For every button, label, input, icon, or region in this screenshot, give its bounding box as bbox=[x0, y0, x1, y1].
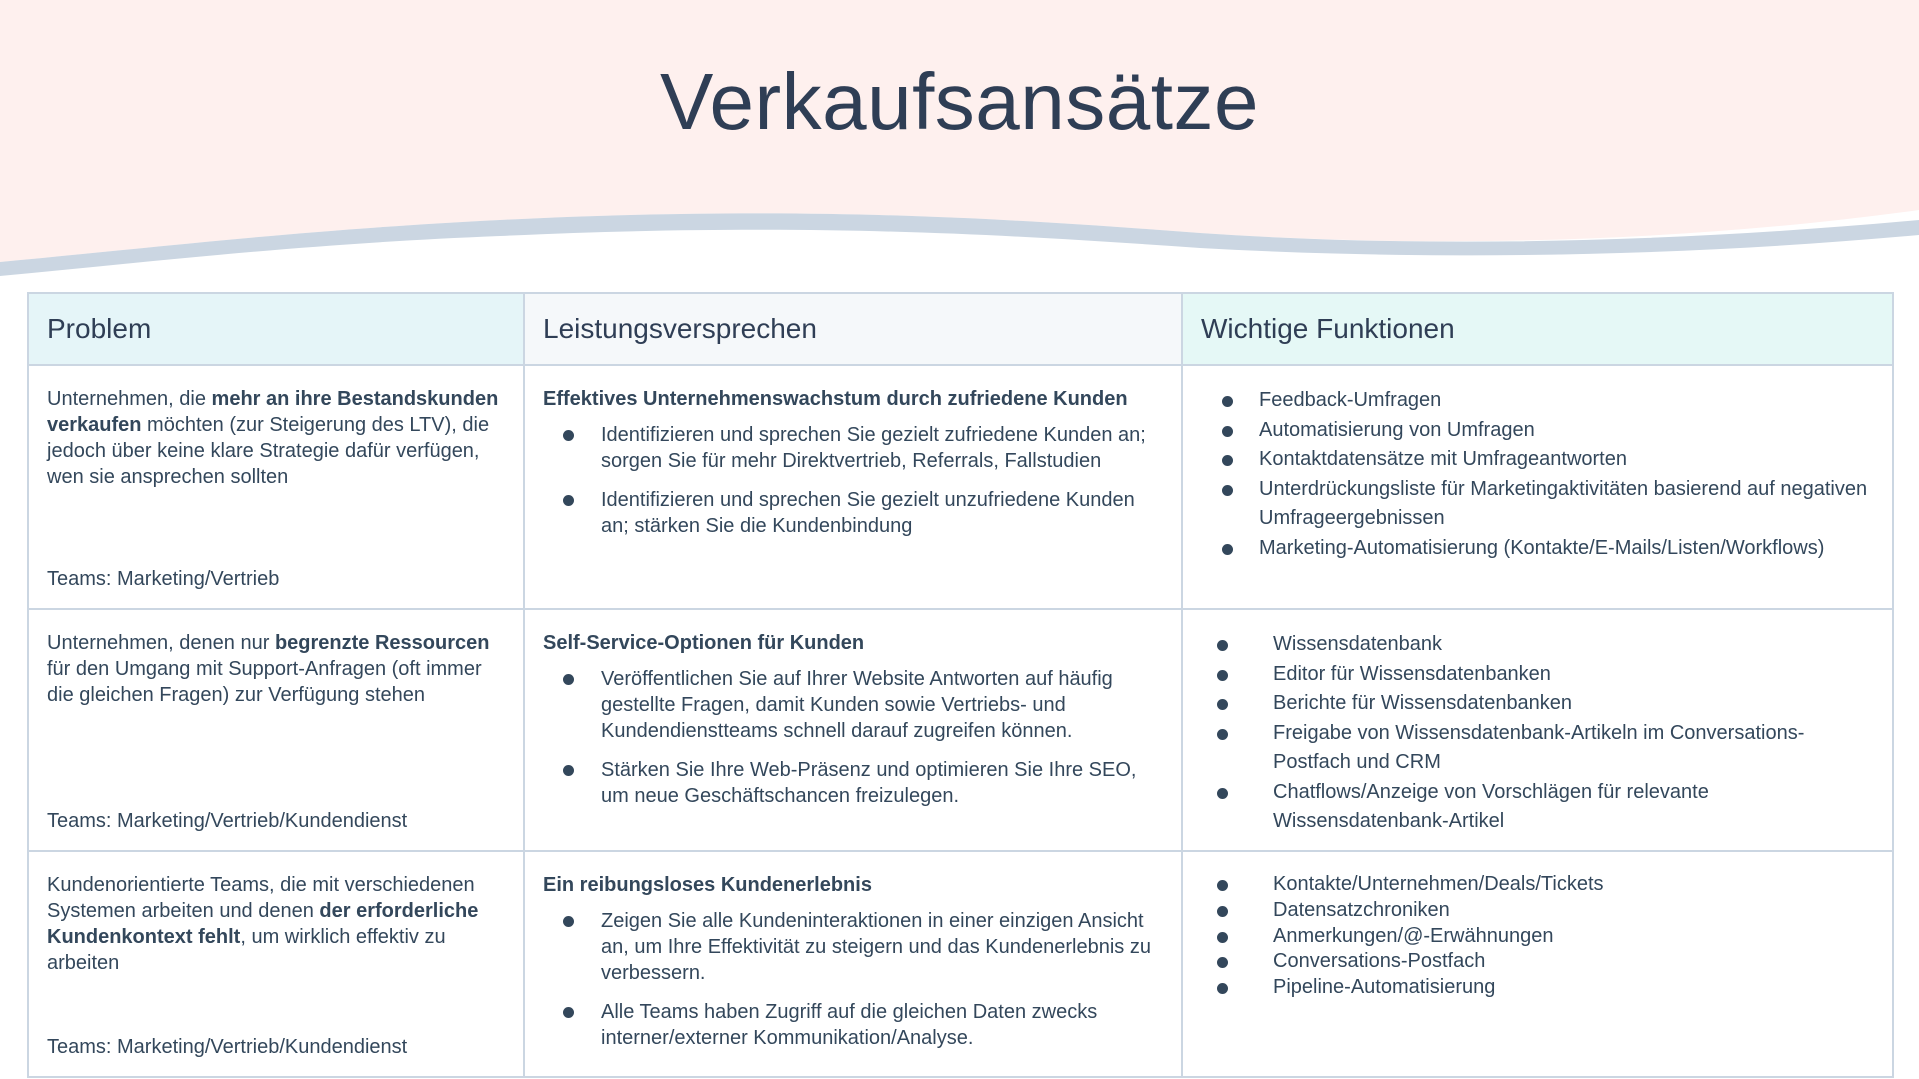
teams-label: Teams: Marketing/Vertrieb/Kundendienst bbox=[47, 1036, 408, 1058]
table-row bbox=[28, 851, 1893, 1077]
problem-cell bbox=[28, 851, 524, 1077]
value-heading: Self-Service-Optionen für Kunden bbox=[543, 632, 865, 654]
features-cell bbox=[1182, 609, 1893, 851]
list-item: Pipeline-Automatisierung bbox=[1201, 975, 1874, 1001]
list-item: Kontakte/Unternehmen/Deals/Tickets bbox=[1201, 872, 1874, 898]
list-item: Alle Teams haben Zugriff auf die gleichen Daten zwecks interner/externer Kommunikation/Analyse. bbox=[543, 999, 1163, 1051]
value-proposition-cell bbox=[524, 365, 1182, 609]
problem-cell bbox=[28, 365, 524, 609]
table-row bbox=[28, 609, 1893, 851]
teams-label: Teams: Marketing/Vertrieb bbox=[47, 568, 280, 590]
list-item: Chatflows/Anzeige von Vorschlägen für relevante Wissensdatenbank-Artikel bbox=[1201, 778, 1874, 837]
table-row bbox=[28, 365, 1893, 609]
problem-description: Kundenorientierte Teams, die mit verschiedenen Systemen arbeiten und denen der erforderliche Kundenkontext fehlt, um wirklich effektiv zu arbeiten bbox=[47, 874, 479, 974]
list-item: Automatisierung von Umfragen bbox=[1201, 416, 1874, 446]
feature-list bbox=[1201, 386, 1874, 563]
list-item: Freigabe von Wissensdatenbank-Artikeln im Conversations-Postfach und CRM bbox=[1201, 719, 1874, 778]
column-header-value-proposition: Leistungsversprechen bbox=[524, 293, 1182, 365]
list-item: Marketing-Automatisierung (Kontakte/E-Mails/Listen/Workflows) bbox=[1201, 534, 1874, 564]
list-item: Kontaktdatensätze mit Umfrageantworten bbox=[1201, 445, 1874, 475]
list-item: Unterdrückungsliste für Marketingaktivitäten basierend auf negativen Umfrageergebnissen bbox=[1201, 475, 1874, 534]
feature-list bbox=[1201, 630, 1874, 837]
value-proposition-cell bbox=[524, 609, 1182, 851]
list-item: Editor für Wissensdatenbanken bbox=[1201, 660, 1874, 690]
teams-label: Teams: Marketing/Vertrieb/Kundendienst bbox=[47, 810, 408, 832]
list-item: Anmerkungen/@-Erwähnungen bbox=[1201, 924, 1874, 950]
list-item: Identifizieren und sprechen Sie gezielt zufriedene Kunden an; sorgen Sie für mehr Direktvertrieb, Referrals, Fallstudien bbox=[543, 422, 1163, 474]
list-item: Identifizieren und sprechen Sie gezielt unzufriedene Kunden an; stärken Sie die Kundenbindung bbox=[543, 487, 1163, 539]
problem-cell bbox=[28, 609, 524, 851]
value-points bbox=[543, 908, 1163, 1051]
features-cell bbox=[1182, 365, 1893, 609]
list-item: Berichte für Wissensdatenbanken bbox=[1201, 689, 1874, 719]
value-heading: Effektives Unternehmenswachstum durch zufriedene Kunden bbox=[543, 388, 1128, 410]
list-item: Conversations-Postfach bbox=[1201, 949, 1874, 975]
value-points bbox=[543, 666, 1163, 809]
problem-description: Unternehmen, denen nur begrenzte Ressourcen für den Umgang mit Support-Anfragen (oft immer die gleichen Fragen) zur Verfügung stehen bbox=[47, 632, 490, 706]
column-header-problem: Problem bbox=[28, 293, 524, 365]
feature-list bbox=[1201, 872, 1874, 1001]
list-item: Wissensdatenbank bbox=[1201, 630, 1874, 660]
value-points bbox=[543, 422, 1163, 539]
list-item: Feedback-Umfragen bbox=[1201, 386, 1874, 416]
sales-approaches-table bbox=[27, 292, 1894, 1078]
list-item: Datensatzchroniken bbox=[1201, 898, 1874, 924]
list-item: Zeigen Sie alle Kundeninteraktionen in einer einzigen Ansicht an, um Ihre Effektivität zu steigern und das Kundenerlebnis zu verbessern. bbox=[543, 908, 1163, 986]
column-header-key-features: Wichtige Funktionen bbox=[1182, 293, 1893, 365]
table-header-row bbox=[28, 293, 1893, 365]
problem-description: Unternehmen, die mehr an ihre Bestandskunden verkaufen möchten (zur Steigerung des LTV), die jedoch über keine klare Strategie dafür verfügen, wen sie ansprechen sollten bbox=[47, 388, 499, 488]
list-item: Veröffentlichen Sie auf Ihrer Website Antworten auf häufig gestellte Fragen, damit Kunden sowie Vertriebs- und Kundendienstteams schnell darauf zugreifen können. bbox=[543, 666, 1163, 744]
list-item: Stärken Sie Ihre Web-Präsenz und optimieren Sie Ihre SEO, um neue Geschäftschancen freizulegen. bbox=[543, 757, 1163, 809]
features-cell bbox=[1182, 851, 1893, 1077]
value-heading: Ein reibungsloses Kundenerlebnis bbox=[543, 874, 872, 896]
value-proposition-cell bbox=[524, 851, 1182, 1077]
page-title: Verkaufsansätze bbox=[660, 57, 1259, 146]
